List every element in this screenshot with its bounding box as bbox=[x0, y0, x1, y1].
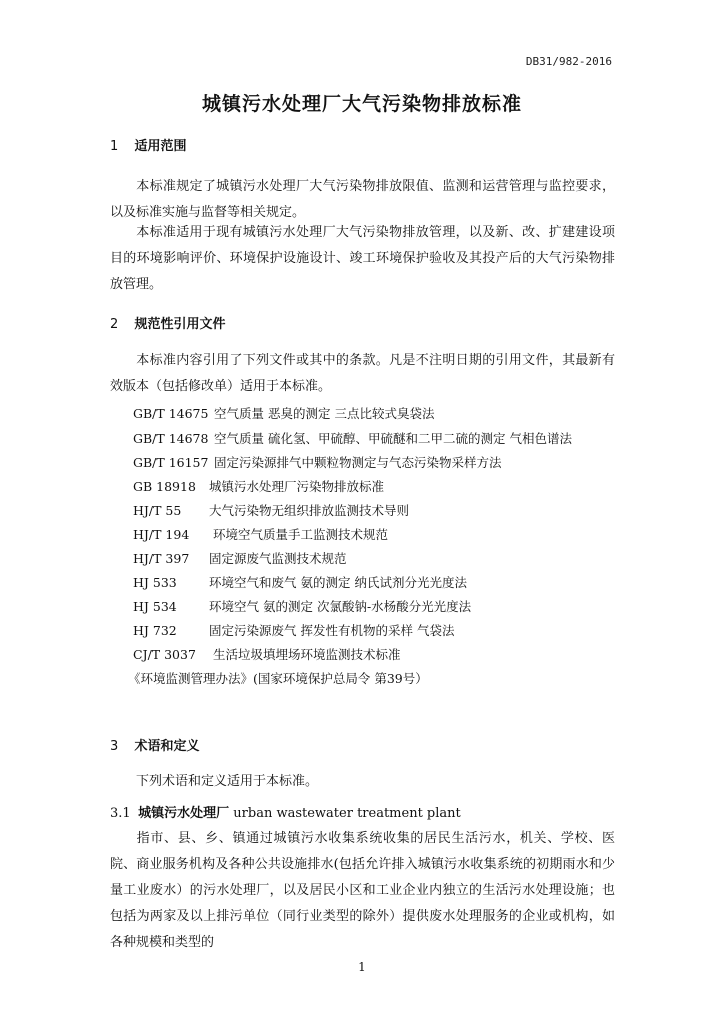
reference-title: 城镇污水处理厂污染物排放标准 bbox=[209, 479, 385, 494]
page-number: 1 bbox=[358, 960, 366, 974]
reference-title: 生活垃圾填埋场环境监测技术标准 bbox=[209, 647, 401, 662]
reference-item bbox=[133, 645, 400, 663]
reference-title: 固定源废气监测技术规范 bbox=[209, 551, 347, 566]
reference-title: 环境空气和废气 氨的测定 纳氏试剂分光光度法 bbox=[209, 575, 467, 590]
section-3-intro bbox=[110, 769, 615, 795]
reference-code: GB/T 16157 bbox=[133, 455, 209, 470]
paragraph-text: 指市、县、乡、镇通过城镇污水收集系统收集的居民生活污水，机关、学校、医院、商业服务机构及各种公共设施排水(包括允许排入城镇污水收集系统的初期雨水和少量工业废水）的污水处理厂，以及居民小区和工业企业内独立的生活污水处理设施；也包括为两家及以上排污单位（同行业类型的除外）提供废水处理服务的企业或机构，如各种规模和类型的 bbox=[110, 831, 615, 950]
section-number: 1 bbox=[110, 139, 119, 154]
paragraph-text: 下列术语和定义适用于本标准。 bbox=[136, 774, 319, 789]
reference-item bbox=[133, 429, 572, 447]
section-number: 3 bbox=[110, 739, 119, 754]
section-1-paragraph-1 bbox=[110, 174, 615, 226]
reference-code: HJ 534 bbox=[133, 599, 177, 614]
reference-title: 大气污染物无组织排放监测技术导则 bbox=[209, 503, 410, 518]
reference-title: 空气质量 硫化氢、甲硫醇、甲硫醚和二甲二硫的测定 气相色谱法 bbox=[214, 431, 572, 446]
paragraph-text: 本标准规定了城镇污水处理厂大气污染物排放限值、监测和运营管理与监控要求，以及标准实施与监督等相关规定。 bbox=[110, 179, 615, 220]
reference-item bbox=[133, 525, 388, 543]
section-title: 术语和定义 bbox=[134, 739, 200, 754]
paragraph-text: 本标准内容引用了下列文件或其中的条款。凡是不注明日期的引用文件，其最新有效版本（包括修改单）适用于本标准。 bbox=[110, 353, 615, 394]
reference-title: 空气质量 恶臭的测定 三点比较式臭袋法 bbox=[214, 406, 435, 421]
section-2-heading bbox=[110, 313, 226, 332]
reference-title: 固定污染源排气中颗粒物测定与气态污染物采样方法 bbox=[214, 455, 502, 470]
reference-item bbox=[133, 549, 347, 567]
reference-item bbox=[133, 573, 467, 591]
reference-code: HJ/T 397 bbox=[133, 551, 190, 566]
page-title: 城镇污水处理厂大气污染物排放标准 bbox=[201, 93, 522, 115]
reference-code: CJ/T 3037 bbox=[133, 647, 196, 662]
reference-code: GB/T 14678 bbox=[133, 431, 209, 446]
section-number: 2 bbox=[110, 317, 119, 332]
reference-code: HJ/T 194 bbox=[133, 527, 190, 542]
definition-heading bbox=[110, 802, 461, 821]
reference-title: 环境空气质量手工监测技术规范 bbox=[209, 527, 388, 542]
section-2-intro bbox=[110, 348, 615, 400]
reference-title: 环境空气 氨的测定 次氯酸钠-水杨酸分光光度法 bbox=[209, 599, 472, 614]
definition-text bbox=[110, 826, 615, 956]
reference-code: HJ 533 bbox=[133, 575, 177, 590]
section-1-heading bbox=[110, 135, 187, 154]
reference-code: HJ/T 55 bbox=[133, 503, 182, 518]
reference-title: 固定污染源废气 挥发性有机物的采样 气袋法 bbox=[209, 623, 455, 638]
definition-number: 3.1 bbox=[110, 806, 131, 821]
section-title: 规范性引用文件 bbox=[134, 317, 226, 332]
reference-code: GB 18918 bbox=[133, 479, 196, 494]
reference-item bbox=[133, 501, 409, 519]
reference-item: 《环境监测管理办法》(国家环境保护总局令 第39号） bbox=[128, 671, 428, 686]
reference-item bbox=[133, 453, 502, 471]
reference-item bbox=[133, 477, 384, 495]
reference-item bbox=[133, 621, 454, 639]
section-title: 适用范围 bbox=[134, 139, 187, 154]
reference-item bbox=[133, 404, 434, 422]
paragraph-text: 本标准适用于现有城镇污水处理厂大气污染物排放管理，以及新、改、扩建建设项目的环境影响评价、环境保护设施设计、竣工环境保护验收及其投产后的大气污染物排放管理。 bbox=[110, 225, 615, 292]
section-3-heading bbox=[110, 735, 200, 754]
definition-term-en: urban wastewater treatment plant bbox=[233, 806, 461, 821]
reference-item bbox=[133, 597, 471, 615]
section-1-paragraph-2 bbox=[110, 220, 615, 298]
reference-code: GB/T 14675 bbox=[133, 406, 209, 421]
definition-term-cn: 城镇污水处理厂 bbox=[138, 806, 230, 821]
document-code: DB31/982-2016 bbox=[525, 55, 612, 68]
reference-code: HJ 732 bbox=[133, 623, 177, 638]
